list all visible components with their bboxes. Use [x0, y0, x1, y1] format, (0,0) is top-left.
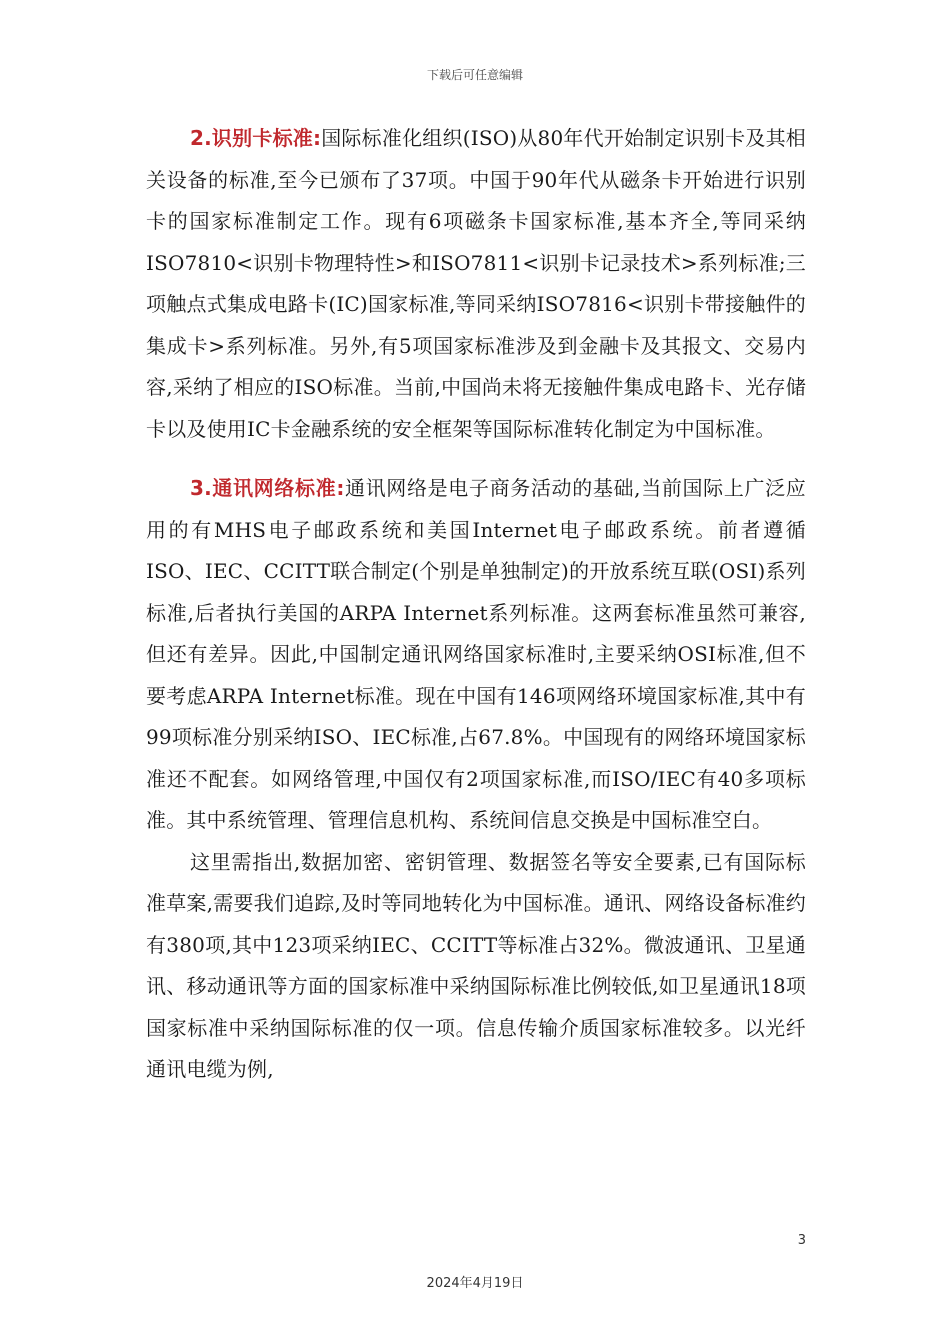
page-header: 下载后可任意编辑 [426, 68, 523, 82]
section-heading: 2.识别卡标准: [190, 126, 322, 150]
paragraph-id-card-standards [146, 118, 806, 450]
paragraph-text: 这里需指出,数据加密、密钥管理、数据签名等安全要素,已有国际标准草案,需要我们追踪,及时等同地转化为中国标准。通讯、网络设备标准约有380项,其中123项采纳IEC、CCITT等标准占32%。微波通讯、卫星通讯、移动通讯等方面的国家标准中采纳国际标准比例较低,如卫星通讯18项国家标准中采纳国际标准的仅一项。信息传输介质国家标准较多。以光纤通讯电缆为例, [146, 849, 806, 1081]
paragraph-text: 通讯网络是电子商务活动的基础,当前国际上广泛应用的有MHS电子邮政系统和美国Internet电子邮政系统。前者遵循ISO、IEC、CCITT联合制定(个别是单独制定)的开放系统互联(OSI)系列标准,后者执行美国的ARPA Internet系列标准。这两套标准虽然可兼容,但还有差异。因此,中国制定通讯网络国家标准时,主要采纳OSI标准,但不要考虑ARPA Internet标准。现在中国有146项网络环境国家标准,其中有99项标准分别采纳ISO、IEC标准,占67.8%。中国现有的网络环境国家标准还不配套。如网络管理,中国仅有2项国家标准,而ISO/IEC有40多项标准。其中系统管理、管理信息机构、系统间信息交换是中国标准空白。 [146, 476, 806, 832]
paragraph-network-standards [146, 468, 806, 842]
paragraph-text: 国际标准化组织(ISO)从80年代开始制定识别卡及其相关设备的标准,至今已颁布了37项。中国于90年代从磁条卡开始进行识别卡的国家标准制定工作。现有6项磁条卡国家标准,基本齐全,等同采纳ISO7810<识别卡物理特性>和ISO7811<识别卡记录技术>系列标准;三项触点式集成电路卡(IC)国家标准,等同采纳ISO7816<识别卡带接触件的集成卡>系列标准。另外,有5项国家标准涉及到金融卡及其报文、交易内容,采纳了相应的ISO标准。当前,中国尚未将无接触件集成电路卡、光存储卡以及使用IC卡金融系统的安全框架等国际标准转化制定为中国标准。 [146, 126, 806, 441]
paragraph-security-elements [146, 842, 806, 1091]
document-body [146, 118, 806, 1091]
page-number: 3 [797, 1233, 806, 1248]
section-heading: 3.通讯网络标准: [190, 476, 345, 500]
footer-date: 2024年4月19日 [426, 1276, 524, 1291]
